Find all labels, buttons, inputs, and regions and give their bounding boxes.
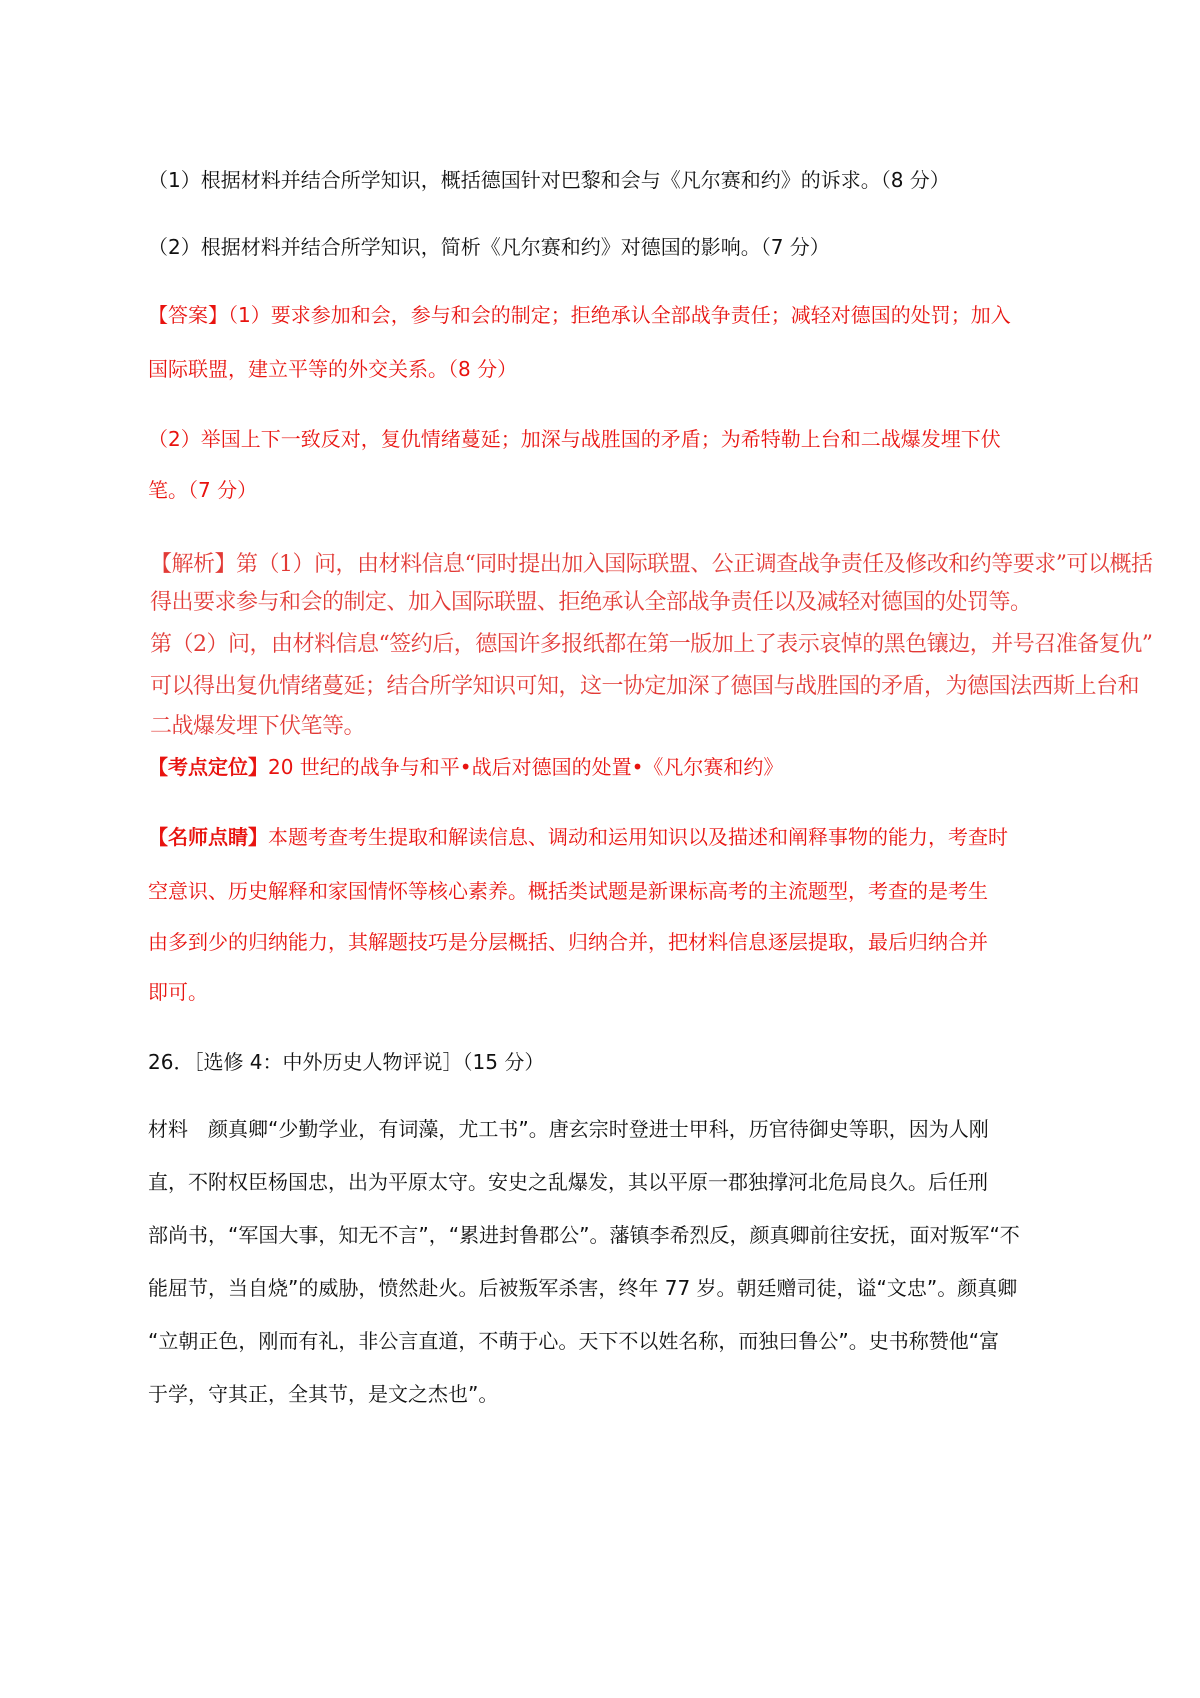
material-line-4: 能屈节，当自烧”的威胁，愤然赴火。后被叛军杀害，终年 77 岁。朝廷赠司徒，谥“文忠”。颜真卿 — [148, 1276, 1018, 1300]
material-line-3: 部尚书，“军国大事，知无不言”，“累进封鲁郡公”。藩镇李希烈反，颜真卿前往安抚，面对叛军“不 — [148, 1223, 1020, 1247]
answer-line-3: （2）举国上下一致反对，复仇情绪蔓延；加深与战胜国的矛盾；为希特勒上台和二战爆发埋下伏 — [148, 427, 1001, 451]
mingshi-line-2: 空意识、历史解释和家国情怀等核心素养。概括类试题是新课标高考的主流题型，考查的是考生 — [148, 879, 988, 903]
question-26: 26．［选修 4：中外历史人物评说］（15 分） — [148, 1050, 545, 1074]
mingshi-line-1: 【名师点睛】本题考查考生提取和解读信息、调动和运用知识以及描述和阐释事物的能力，考查时 — [148, 825, 1008, 849]
answer-label: 【答案】 — [148, 303, 228, 327]
kaodian-line: 【考点定位】20 世纪的战争与和平•战后对德国的处置•《凡尔赛和约》 — [148, 755, 784, 779]
analysis-line-2: 得出要求参与和会的制定、加入国际联盟、拒绝承认全部战争责任以及减轻对德国的处罚等。 — [150, 590, 1032, 615]
question-2: （2）根据材料并结合所学知识，简析《凡尔赛和约》对德国的影响。（7 分） — [148, 235, 830, 259]
answer-line-2: 国际联盟，建立平等的外交关系。（8 分） — [148, 357, 518, 381]
material-line-5: “立朝正色，刚而有礼，非公言直道，不萌于心。天下不以姓名称，而独曰鲁公”。史书称赞他“富 — [148, 1329, 1000, 1353]
material-line-1: 材料 颜真卿“少勤学业，有词藻，尤工书”。唐玄宗时登进士甲科，历官待御史等职，因为人刚 — [148, 1117, 989, 1141]
answer-line-1: 【答案】（1）要求参加和会，参与和会的制定；拒绝承认全部战争责任；减轻对德国的处罚；加入 — [148, 303, 1011, 327]
material-line-6: 于学，守其正，全其节，是文之杰也”。 — [148, 1382, 499, 1406]
analysis-line-1: 【解析】第（1）问，由材料信息“同时提出加入国际联盟、公正调查战争责任及修改和约等要求”可以概括 — [150, 552, 1153, 577]
analysis-line-3: 第（2）问，由材料信息“签约后，德国许多报纸都在第一版加上了表示哀悼的黑色镶边，并号召准备复仇” — [150, 632, 1153, 657]
material-line-2: 直，不附权臣杨国忠，出为平原太守。安史之乱爆发，其以平原一郡独撑河北危局良久。后任刑 — [148, 1170, 988, 1194]
mingshi-label: 【名师点睛】 — [148, 825, 268, 849]
mingshi-line-4: 即可。 — [148, 980, 208, 1004]
kaodian-label: 【考点定位】 — [148, 755, 268, 779]
analysis-line-4: 可以得出复仇情绪蔓延；结合所学知识可知，这一协定加深了德国与战胜国的矛盾，为德国法西斯上台和 — [150, 674, 1140, 699]
analysis-line-5: 二战爆发埋下伏笔等。 — [150, 714, 366, 739]
mingshi-line-3: 由多到少的归纳能力，其解题技巧是分层概括、归纳合并，把材料信息逐层提取，最后归纳合并 — [148, 930, 988, 954]
question-1: （1）根据材料并结合所学知识，概括德国针对巴黎和会与《凡尔赛和约》的诉求。（8 分） — [148, 168, 950, 192]
answer-line-4: 笔。（7 分） — [148, 478, 258, 502]
